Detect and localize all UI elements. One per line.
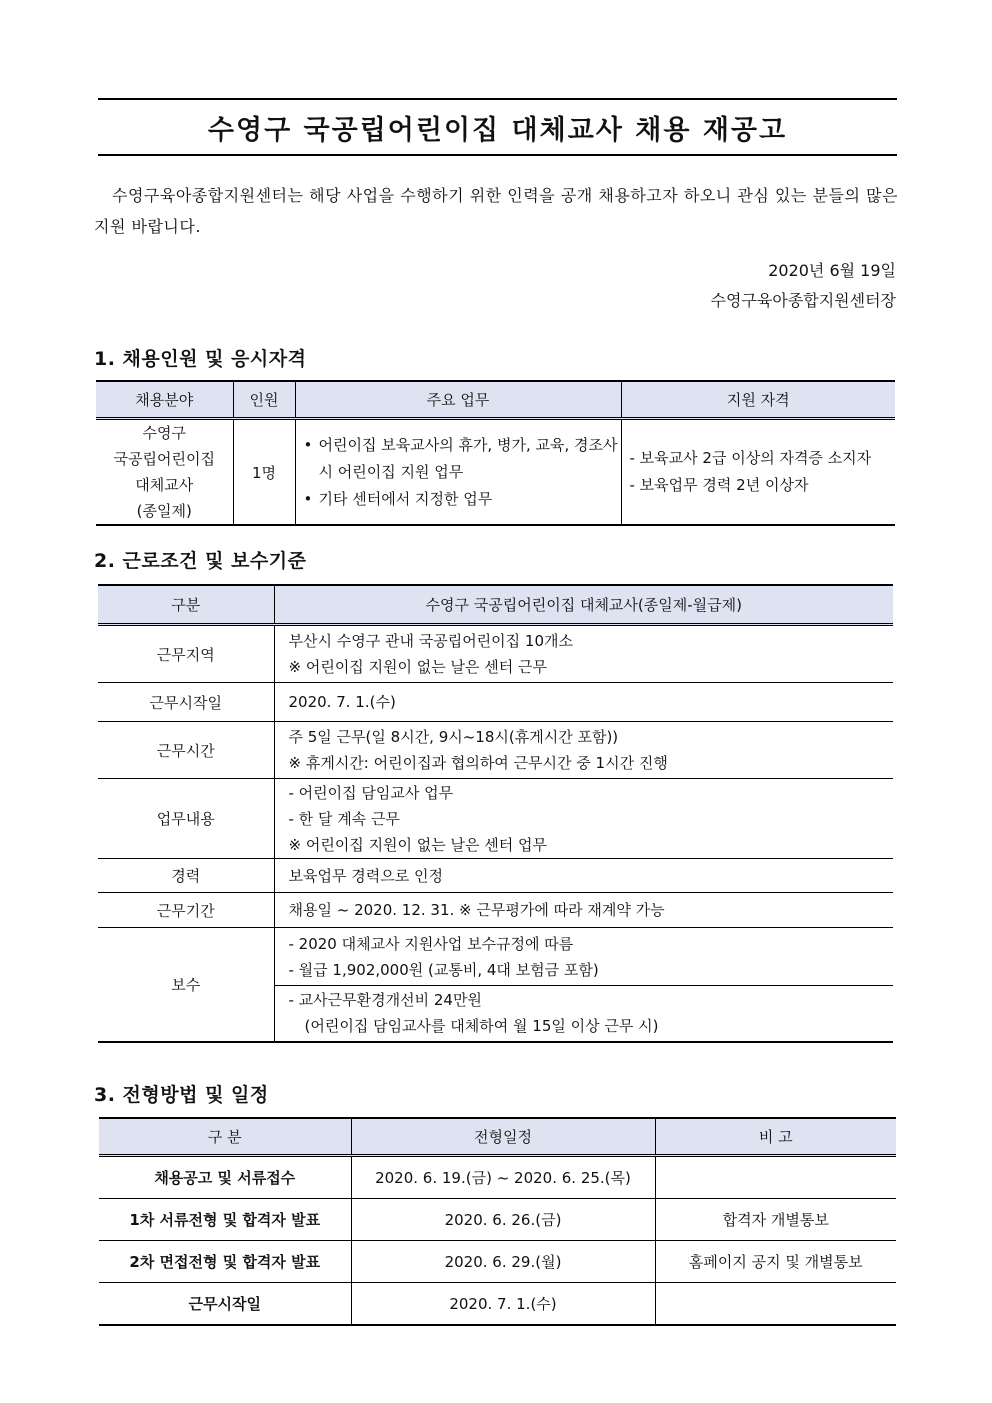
schedule-cell: 2020. 7. 1.(수) bbox=[351, 1283, 655, 1326]
list-item: - 보육교사 2급 이상의 자격증 소지자 bbox=[629, 449, 872, 467]
value-line: - 한 달 계속 근무 bbox=[288, 809, 400, 828]
count-cell: 1명 bbox=[233, 419, 295, 526]
field-line: 수영구 bbox=[142, 424, 186, 442]
header-cell: 비 고 bbox=[655, 1118, 896, 1156]
section1-heading: 1. 채용인원 및 응시자격 bbox=[94, 348, 307, 370]
row-label: 근무시작일 bbox=[98, 683, 274, 722]
issuer: 수영구육아종합지원센터장 bbox=[710, 291, 896, 310]
stage-cell: 근무시작일 bbox=[99, 1283, 351, 1326]
list-item: - 보육업무 경력 2년 이상자 bbox=[629, 476, 809, 494]
header-cell: 채용분야 bbox=[96, 381, 233, 419]
section2-heading: 2. 근로조건 및 보수기준 bbox=[94, 550, 307, 572]
row-value bbox=[274, 779, 893, 859]
duties-list bbox=[296, 432, 621, 513]
note-cell bbox=[655, 1156, 896, 1199]
stage-cell: 채용공고 및 서류접수 bbox=[99, 1156, 351, 1199]
row-label: 보수 bbox=[98, 928, 274, 1042]
value-line: 주 5일 근무(일 8시간, 9시~18시(휴게시간 포함)) bbox=[288, 728, 619, 746]
table-row bbox=[99, 1283, 896, 1326]
header-cell: 주요 업무 bbox=[295, 381, 621, 419]
header-cell: 지원 자격 bbox=[621, 381, 895, 419]
row-value bbox=[274, 859, 893, 893]
field-cell bbox=[96, 419, 233, 526]
table-row bbox=[99, 1199, 896, 1241]
list-item: • 기타 센터에서 지정한 업무 bbox=[304, 486, 621, 513]
value-line: ※ 어린이집 지원이 없는 날은 센터 업무 bbox=[288, 835, 548, 854]
duties-cell bbox=[295, 419, 621, 526]
value-line: - 어린이집 담임교사 업무 bbox=[288, 783, 454, 802]
schedule-table bbox=[99, 1117, 896, 1326]
table-row bbox=[98, 893, 893, 928]
table-row bbox=[98, 683, 893, 722]
table-header-row bbox=[96, 381, 895, 419]
row-value bbox=[274, 722, 893, 779]
value-line: ※ 휴게시간: 어린이집과 협의하여 근무시간 중 1시간 진행 bbox=[288, 754, 668, 772]
value-line: 2020. 7. 1.(수) bbox=[288, 693, 396, 711]
field-line: 국공립어린이집 bbox=[113, 450, 215, 468]
schedule-cell: 2020. 6. 19.(금) ~ 2020. 6. 25.(목) bbox=[351, 1156, 655, 1199]
table-row bbox=[98, 625, 893, 683]
stage-cell: 1차 서류전형 및 합격자 발표 bbox=[99, 1199, 351, 1241]
intro-text: 수영구육아종합지원센터는 해당 사업을 수행하기 위한 인력을 공개 채용하고자 하오니 관심 있는 분들의 많은 지원 바랍니다. bbox=[94, 186, 898, 236]
value-line: - 2020 대체교사 지원사업 보수규정에 따름 bbox=[288, 934, 574, 953]
value-line: 부산시 수영구 관내 국공립어린이집 10개소 bbox=[288, 632, 573, 650]
header-cell: 구분 bbox=[98, 585, 274, 625]
row-label: 업무내용 bbox=[98, 779, 274, 859]
row-label: 근무기간 bbox=[98, 893, 274, 928]
qualification-list bbox=[622, 445, 896, 499]
qualification-cell bbox=[621, 419, 895, 526]
schedule-cell: 2020. 6. 29.(월) bbox=[351, 1241, 655, 1283]
notice-date: 2020년 6월 19일 bbox=[768, 261, 896, 280]
recruitment-table bbox=[96, 380, 895, 526]
value-line: 채용일 ~ 2020. 12. 31. ※ 근무평가에 따라 재계약 가능 bbox=[288, 901, 665, 919]
table-header-row bbox=[98, 585, 893, 625]
row-label: 근무시간 bbox=[98, 722, 274, 779]
field-line: 대체교사 bbox=[135, 476, 194, 494]
value-line: - 교사근무환경개선비 24만원 bbox=[288, 991, 482, 1010]
table-row bbox=[99, 1241, 896, 1283]
value-line: (어린이집 담임교사를 대체하여 월 15일 이상 근무 시) bbox=[304, 1017, 659, 1036]
conditions-table bbox=[98, 584, 893, 1043]
table-row bbox=[98, 722, 893, 779]
note-cell bbox=[655, 1283, 896, 1326]
table-row bbox=[98, 779, 893, 859]
table-row bbox=[98, 928, 893, 986]
value-line: ※ 어린이집 지원이 없는 날은 센터 근무 bbox=[288, 658, 548, 676]
row-value bbox=[274, 625, 893, 683]
row-value bbox=[274, 928, 893, 986]
list-item: • 어린이집 보육교사의 휴가, 병가, 교육, 경조사 시 어린이집 지원 업무 bbox=[304, 432, 621, 486]
field-line: (종일제) bbox=[136, 502, 192, 520]
table-row bbox=[96, 419, 895, 526]
header-cell: 전형일정 bbox=[351, 1118, 655, 1156]
stage-cell: 2차 면접전형 및 합격자 발표 bbox=[99, 1241, 351, 1283]
value-line: - 월급 1,902,000원 (교통비, 4대 보험금 포함) bbox=[288, 960, 599, 979]
table-row bbox=[99, 1156, 896, 1199]
header-cell: 수영구 국공립어린이집 대체교사(종일제-월급제) bbox=[274, 585, 893, 625]
row-value bbox=[274, 683, 893, 722]
header-cell: 구 분 bbox=[99, 1118, 351, 1156]
title-box bbox=[98, 98, 897, 156]
table-header-row bbox=[99, 1118, 896, 1156]
row-value bbox=[274, 986, 893, 1042]
row-value bbox=[274, 893, 893, 928]
note-cell: 홈페이지 공지 및 개별통보 bbox=[655, 1241, 896, 1283]
table-row bbox=[98, 859, 893, 893]
row-label: 근무지역 bbox=[98, 625, 274, 683]
intro-paragraph bbox=[94, 180, 898, 242]
value-line: 보육업무 경력으로 인정 bbox=[288, 866, 443, 885]
schedule-cell: 2020. 6. 26.(금) bbox=[351, 1199, 655, 1241]
row-label: 경력 bbox=[98, 859, 274, 893]
note-cell: 합격자 개별통보 bbox=[655, 1199, 896, 1241]
page-title: 수영구 국공립어린이집 대체교사 채용 재공고 bbox=[207, 114, 788, 146]
section3-heading: 3. 전형방법 및 일정 bbox=[94, 1084, 269, 1106]
header-cell: 인원 bbox=[233, 381, 295, 419]
